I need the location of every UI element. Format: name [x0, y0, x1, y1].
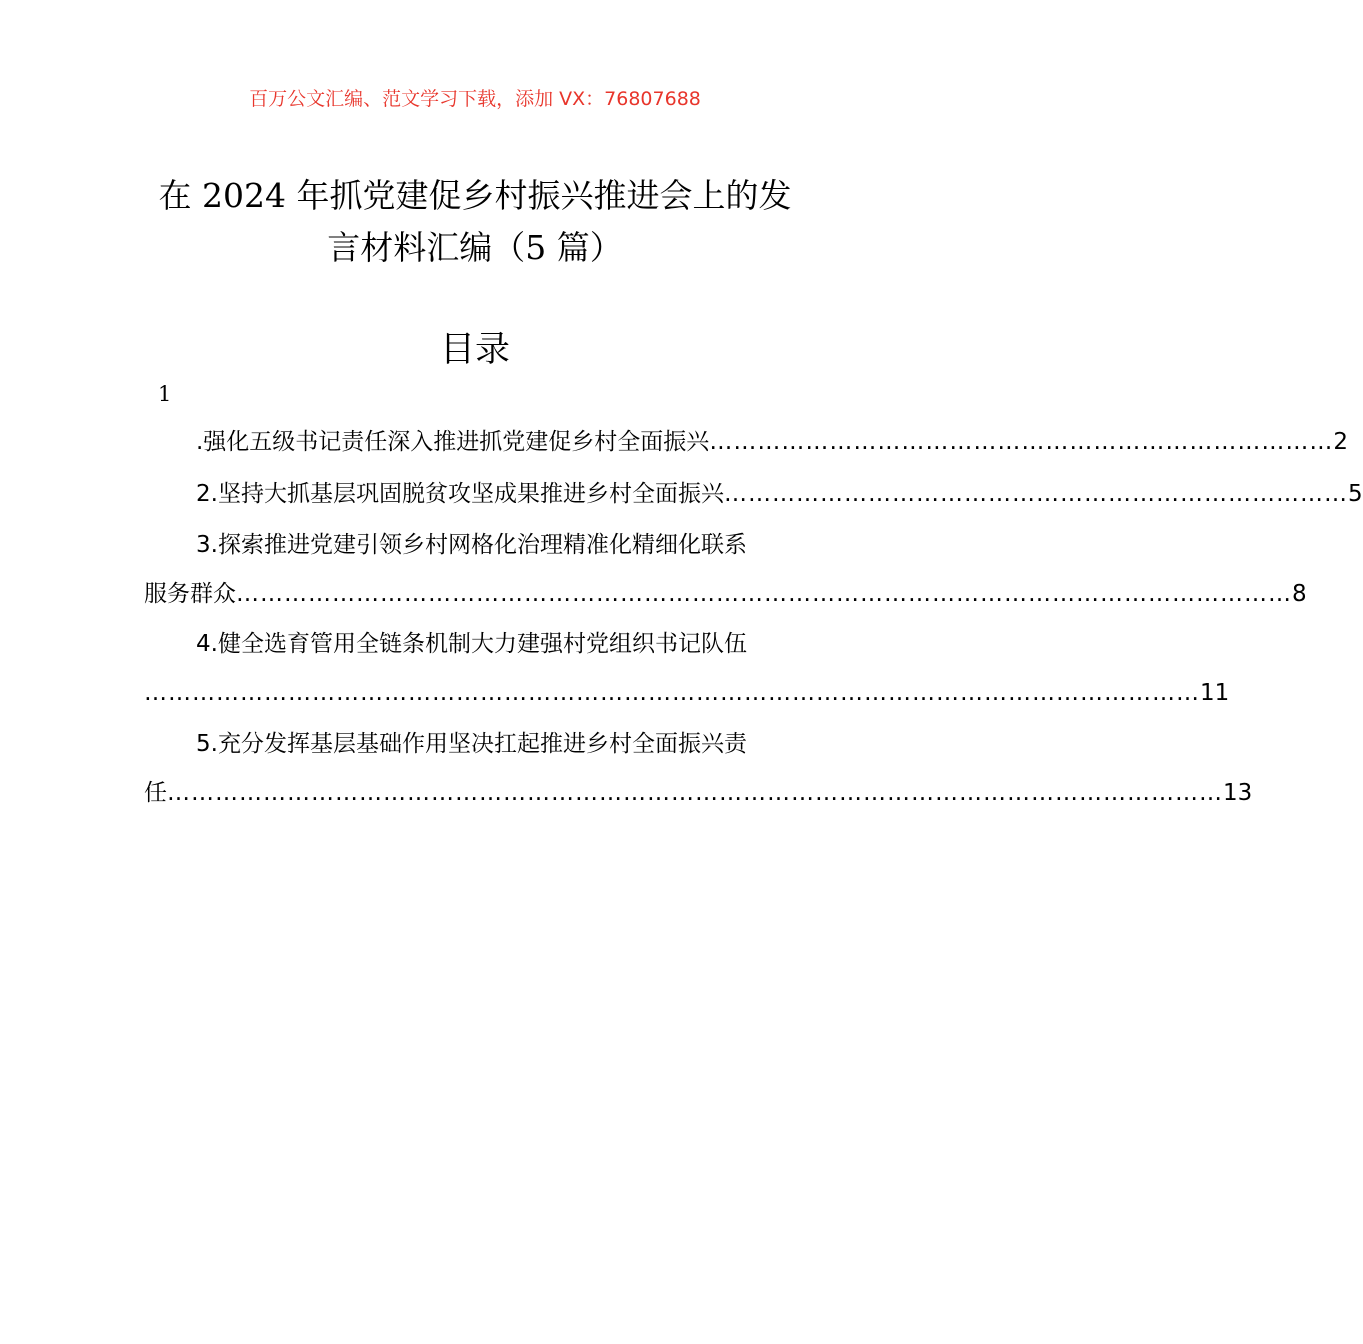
- toc-entry-title-continued: 服务群众: [144, 581, 236, 607]
- toc-leader-dots: ……………………………………………………………………: [709, 429, 1334, 455]
- document-title-line-1: 在 2024 年抓党建促乡村振兴推进会上的发: [158, 176, 792, 215]
- toc-leader-dots: ……………………………………………………………………………………………………………………: [236, 581, 1292, 607]
- toc-entry-line-continued: [144, 669, 1230, 718]
- toc-page-number: 13: [1223, 780, 1253, 806]
- toc-entry-line: [144, 521, 806, 570]
- toc-page-number: 11: [1200, 680, 1230, 706]
- toc-entry-line-continued: [144, 769, 1253, 818]
- toc-entry-title: 5.充分发挥基层基础作用坚决扛起推进乡村全面振兴责: [196, 731, 747, 757]
- toc-entry-line: [144, 470, 1363, 519]
- toc-entry-title: .强化五级书记责任深入推进抓党建促乡村全面振兴: [196, 429, 710, 455]
- toc-page-number: 8: [1292, 581, 1307, 607]
- toc-page-number: 5: [1347, 481, 1363, 507]
- toc-marker: 1: [158, 382, 172, 406]
- toc-entry-title-continued: 任: [144, 780, 167, 806]
- toc-entry-3[interactable]: [144, 521, 1307, 619]
- toc-heading: 目录: [439, 330, 510, 370]
- toc-entry-title: 2.坚持大抓基层巩固脱贫攻坚成果推进乡村全面振兴: [196, 481, 724, 507]
- toc-leader-dots: ……………………………………………………………………………………………………………………: [144, 680, 1200, 706]
- toc-leader-dots: ……………………………………………………………………………………………………………………: [167, 780, 1223, 806]
- watermark-header: 百万公文汇编、范文学习下载，添加 VX：76807688: [249, 88, 701, 110]
- toc-entry-1[interactable]: [144, 418, 1348, 467]
- toc-entry-line-continued: [144, 570, 1307, 619]
- toc-entry-title: 4.健全选育管用全链条机制大力建强村党组织书记队伍: [196, 631, 747, 657]
- toc-leader-dots: ……………………………………………………………………: [723, 481, 1348, 507]
- document-title-line-2: 言材料汇编（5 篇）: [327, 228, 623, 267]
- toc-page-number: 2: [1333, 429, 1348, 455]
- toc-entry-title: 3.探索推进党建引领乡村网格化治理精准化精细化联系: [196, 532, 747, 558]
- document-title: [140, 170, 810, 274]
- toc-entry-4[interactable]: [144, 620, 1230, 718]
- toc-entry-line: [144, 418, 1348, 467]
- toc-entry-line: [144, 720, 806, 769]
- toc-entry-line: [144, 620, 806, 669]
- toc-entry-5[interactable]: [144, 720, 1253, 818]
- toc-entry-2[interactable]: [144, 470, 1363, 519]
